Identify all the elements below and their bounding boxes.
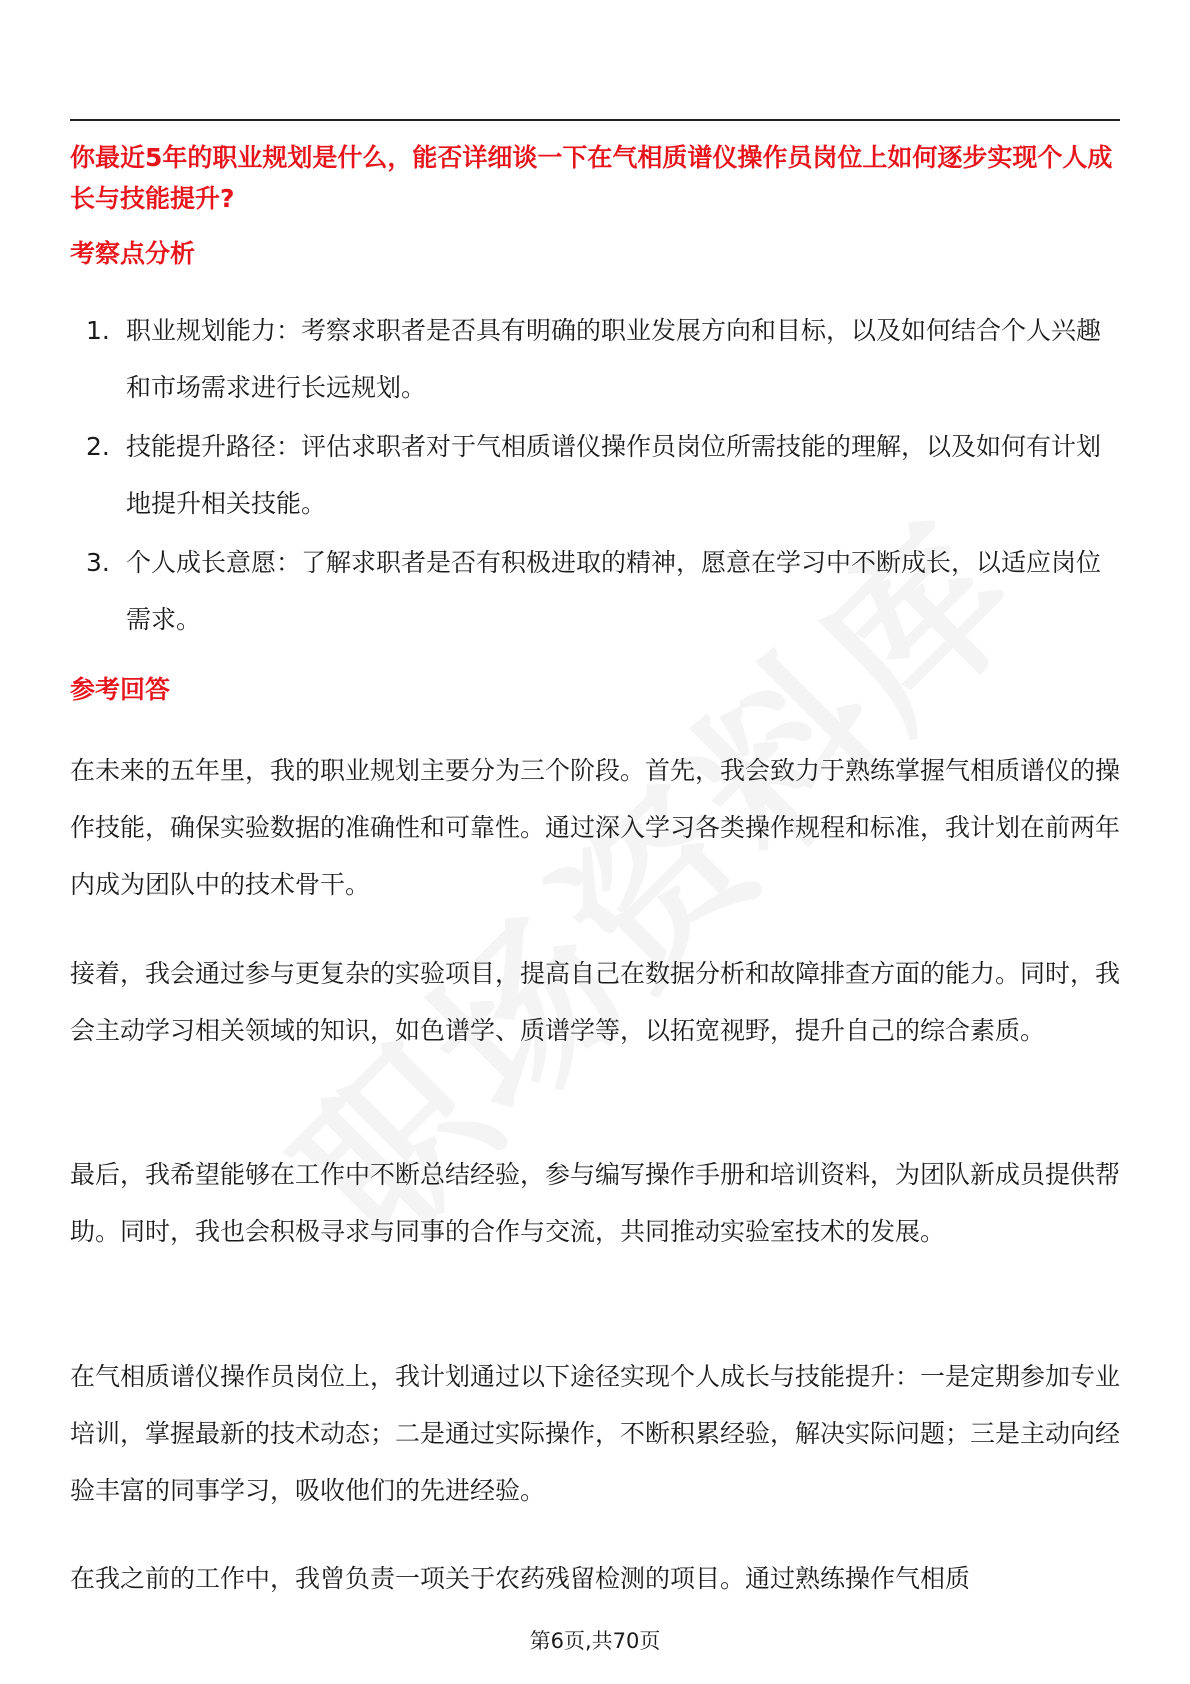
answer-paragraph: 在我之前的工作中，我曾负责一项关于农药残留检测的项目。通过熟练操作气相质 xyxy=(70,1564,971,1593)
answer-section-title: 参考回答 xyxy=(70,675,171,704)
list-number: 1. xyxy=(86,316,110,345)
question-heading: 你最近5年的职业规划是什么，能否详细谈一下在气相质谱仪操作员岗位上如何逐步实现个人成长与技能提升? xyxy=(70,143,1113,213)
answer-paragraph: 在气相质谱仪操作员岗位上，我计划通过以下途径实现个人成长与技能提升：一是定期参加专业培训，掌握最新的技术动态；二是通过实际操作，不断积累经验，解决实际问题；三是主动向经验丰富的同事学习，吸收他们的先进经验。 xyxy=(70,1362,1121,1505)
analysis-item-text: 技能提升路径：评估求职者对于气相质谱仪操作员岗位所需技能的理解，以及如何有计划地提升相关技能。 xyxy=(126,432,1102,518)
answer-paragraph: 接着，我会通过参与更复杂的实验项目，提高自己在数据分析和故障排查方面的能力。同时，我会主动学习相关领域的知识，如色谱学、质谱学等，以拓宽视野，提升自己的综合素质。 xyxy=(70,959,1121,1045)
analysis-section-title: 考察点分析 xyxy=(70,239,196,268)
list-number: 2. xyxy=(86,432,110,461)
analysis-item xyxy=(70,534,1120,648)
answer-paragraph: 最后，我希望能够在工作中不断总结经验，参与编写操作手册和培训资料，为团队新成员提供帮助。同时，我也会积极寻求与同事的合作与交流，共同推动实验室技术的发展。 xyxy=(70,1160,1121,1246)
answer-paragraph: 在未来的五年里，我的职业规划主要分为三个阶段。首先，我会致力于熟练掌握气相质谱仪的操作技能，确保实验数据的准确性和可靠性。通过深入学习各类操作规程和标准，我计划在前两年内成为团队中的技术骨干。 xyxy=(70,756,1121,899)
analysis-item xyxy=(70,302,1120,416)
list-number: 3. xyxy=(86,548,110,577)
analysis-item xyxy=(70,418,1120,532)
analysis-item-text: 个人成长意愿：了解求职者是否有积极进取的精神，愿意在学习中不断成长，以适应岗位需求。 xyxy=(126,548,1102,634)
analysis-list xyxy=(70,302,1120,650)
analysis-item-text: 职业规划能力：考察求职者是否具有明确的职业发展方向和目标，以及如何结合个人兴趣和市场需求进行长远规划。 xyxy=(126,316,1102,402)
header-divider xyxy=(70,119,1120,121)
page-number: 第6页,共70页 xyxy=(529,1629,661,1653)
